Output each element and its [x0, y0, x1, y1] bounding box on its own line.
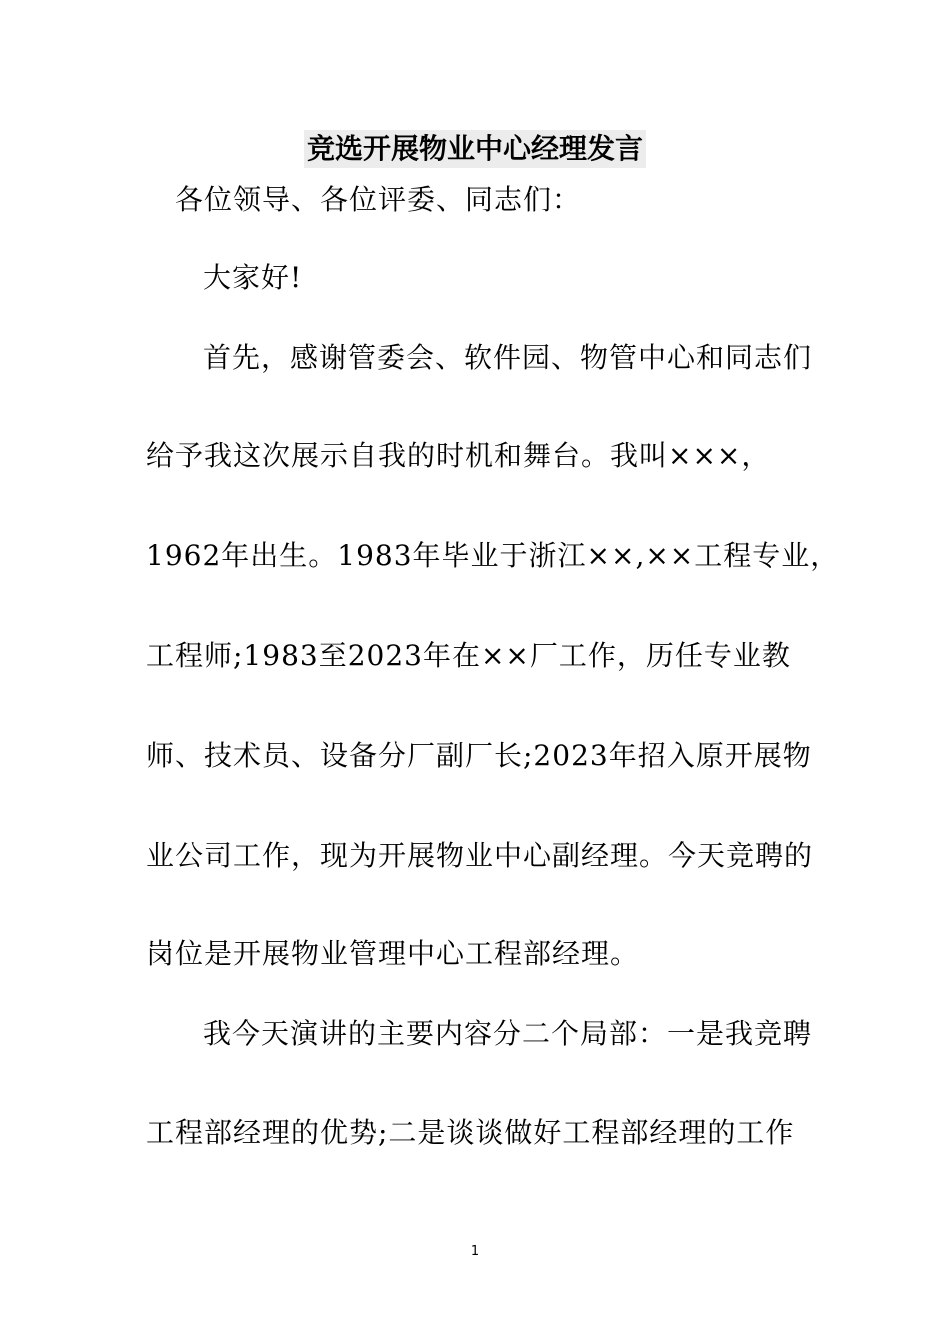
body-line-3: 1962年出生。1983年毕业于浙江××,××工程专业，	[146, 539, 840, 572]
body-line-1: 首先，感谢管委会、软件园、物管中心和同志们	[203, 341, 813, 374]
body-line-7: 岗位是开展物业管理中心工程部经理。	[146, 937, 640, 970]
page-number: 1	[470, 1244, 480, 1259]
body-line-9: 工程部经理的优势;二是谈谈做好工程部经理的工作	[146, 1116, 795, 1149]
body-line-2: 给予我这次展示自我的时机和舞台。我叫×××，	[146, 439, 771, 472]
body-line-6: 业公司工作，现为开展物业中心副经理。今天竞聘的	[146, 839, 814, 872]
salutation: 各位领导、各位评委、同志们：	[175, 183, 582, 216]
title-container	[0, 130, 950, 168]
body-line-5: 师、技术员、设备分厂副厂长;2023年招入原开展物	[146, 739, 812, 772]
body-line-8: 我今天演讲的主要内容分二个局部：一是我竞聘	[203, 1017, 813, 1050]
greeting: 大家好!	[203, 261, 303, 294]
document-title: 竞选开展物业中心经理发言	[304, 130, 646, 168]
body-line-4: 工程师;1983至2023年在××厂工作，历任专业教	[146, 639, 791, 672]
